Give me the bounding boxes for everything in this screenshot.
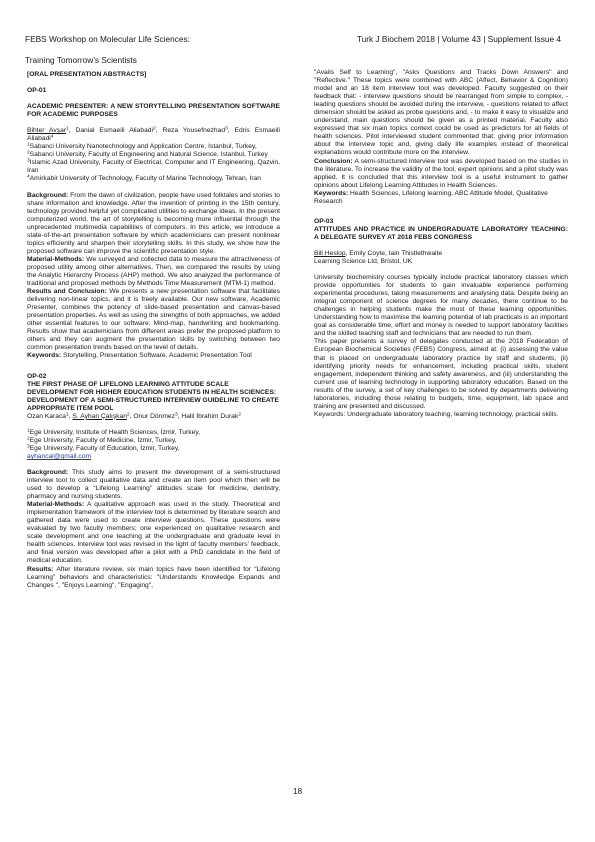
results-label: Results and Conclusion: [27,288,107,296]
results-text: After literature review, six main topics have been identified for “Lifelong Learning” behaviors and characteristics: "Understands Knowledge Expands and Changes ", "Enjoys Learning", "Engaging", [27,565,280,589]
op02-author-sup: 1 [66,412,69,418]
author-separator: , [177,412,182,420]
op02-affiliation [27,429,280,437]
author-separator: , [68,412,73,420]
op03-title: ATTITUDES AND PRACTICE IN UNDERGRADUATE LABORATORY TEACHING: A DELEGATE SURVEY AT 2018 FEBS CONGRESS [314,225,568,241]
op03-affiliation: Learning Science Ltd, Bristol, UK [314,257,413,265]
section-heading: [ORAL PRESENTATION ABSTRACTS] [27,71,147,78]
op02-email-line [27,453,280,461]
affiliation-text: Ege University, Institute of Health Sciences, İzmir, Turkey, [29,428,201,436]
op01-author: Bihter Avşar [27,127,67,135]
affiliation-sup: 1 [27,428,30,434]
op03-author-presenting: Bill Heslop [314,249,346,257]
op01-title: ACADEMIC PRESENTER: A NEW STORYTELLING PRESENTATION SOFTWARE FOR ACADEMIC PURPOSES [27,103,280,119]
affiliation-sup: 3 [27,158,30,164]
op02-author-sup: 2 [238,412,241,418]
author-separator: , [227,127,235,135]
affiliation-sup: 2 [27,150,30,156]
running-header-left: FEBS Workshop on Molecular Life Sciences: [25,34,190,44]
left-column [27,71,280,590]
op01-author: Edris Esmaeili Aliabadi [27,127,280,143]
op01-affiliation [27,175,280,183]
op01-methods [27,256,280,288]
affiliation-text: Islamic Azad University, Faculty of Electrical, Computer and IT Engineering, Qazvin, Iran [27,159,280,175]
page-number: 18 [292,786,303,796]
methods-text: We surveyed and collected data to measure the attractiveness of proposed utility among other alternatives. Then, we compared the results by using the Analytic Hierarchy Process (AHP) method. We also analyzed the performance of traditional and proposed methods by Methods Time Measurement (MTM-1) method. [27,255,280,288]
op02-authors [27,413,280,421]
op01-affiliation [27,159,280,175]
conclusion-text: A semi-structured interview tool was developed based on the studies in the literature. To increase the validity of the tool, expert opinions and a pilot study was applied. It is concluded that this interview tool is a useful instrument to gather opinions about Lifelong Learning Attitudes in Health Sciences. [314,157,568,189]
background-text: This study aims to present the development of a semi-structured interview tool to collect qualitative data and create an item pool which then will be used to develop a “Lifelong Learning” attitudes scale for medicine, dentistry, pharmacy and nursing students. [27,468,280,501]
op03-paragraph-2: This paper presents a survey of delegates conducted at the 2018 Federation of European Biochemical Societies (FEBS) Congress, aimed at: (i) assessing the value that is placed on undergraduate laboratory practice by staff and students, (ii) identifying priority needs for enhancement, including practical skills, student engagement, independent thinking and safety awareness, and (iii) understanding the current use of learning technology in supporting laboratory education. Based on the results of the survey, a set of key challenges to be solved by departments delivering laboratories, including those relating to budgets, time, equipment, lab space and training are presented and discussed. [314,338,568,410]
op01-background [27,192,280,256]
op02-email-link[interactable]: ayhancal@gmail.com [27,452,92,460]
op01-results [27,288,280,352]
background-text: From the dawn of civilization, people have used folktales and stories to share information and knowledge. After the invention of printing in the 15th century, technology provided helpful yet complicated utilities to exchange ideas. In the present computerized world, the art of storytelling is becoming more influential through the unprecedented multimedia capabilities of computers. In this article, we introduce a state-of-the-art presentation software by which academicians can present nonlinear topics efficiently and sharpen their storytelling skills. In this study, we show how the proposed software can improve the scientific presentation style. [27,191,280,255]
right-column [314,69,568,419]
op01-authors [27,127,280,143]
op02-author-sup: 2 [126,412,130,418]
op02-results-continued: "Avails Self to Learning", "Asks Questions and Tracks Down Answers" and "Reflective." These topics were combined with ABC (Affect, Behavior & Cognition) model and an 18 item interview tool was developed. Faculty suggested on their feedback that: - interview questions should be rearranged from simple to complex, - leading questions should be avoided during the interview, - questions related to affect dimension should be asked as probe questions and, - to make it easy to visualize and understand, main questions should be given as a printed material. Faculty also expressed that six main topics context could be used as predictors for all fields of health sciences. Pilot interviewed student commented that; giving prior information about the interview topic and, giving daily life examples instead of theoretical explanations would contribute more on the interview. [314,69,568,157]
affiliation-sup: 1 [27,142,30,148]
methods-label: Material-Methods: [27,501,85,509]
keywords-text: Storytelling, Presentation Software, Academic Presentation Tool [61,352,252,360]
keywords-label: Keywords: [314,189,349,197]
op01-author: Danial Esmaeili Aliabadi [75,127,154,135]
author-separator: , [129,412,134,420]
op02-affiliation [27,445,280,453]
op03-authors [314,250,568,258]
results-text: We presents a new presentation software that facilitates delivering non-linear topics, and it is freely available. Our new software, Academic Presenter, combines the potency of slide-based presentation and canvas-based presentation properties. As well as using the strengths of both approaches, we added other essential features to our software: Mind-map, handwriting and bookmarking. Results show that academicians from different areas prefer the proposed platform to others and they can augment the presentation skills by switching between two common presentation trends based on the level of details. [27,288,280,352]
op02-affiliation [27,437,280,445]
op03-id: OP-03 [314,217,334,225]
affiliation-sup: 2 [27,436,30,442]
op01-author: Reza Yousefnezhad [162,127,226,135]
methods-text: A qualitative approach was used in the study. Theoretical and implementation framework of the interview tool is determined by literature search and gathered data were used to create interview questions. These questions were evaluated by two faculty members; one experienced on qualitative research and scale development and one teaching at the undergraduate and graduate level in health sciences. Interview tool was revised in the light of faculty members’ feedback, and final version was developed after a pilot with a PhD candidate in the field of medical education. [27,501,280,565]
affiliation-sup: 3 [27,444,30,450]
affiliation-text: Ege University, Faculty of Education, İzmir, Turkey, [29,444,180,452]
op03-authors-rest: , Emily Coyte, Iain Thistlethwaite [345,249,443,257]
op02-keywords [314,190,568,206]
op02-conclusion [314,158,568,190]
op02-author: Onur Dönmez [133,412,175,420]
op02-title: THE FIRST PHASE OF LIFELONG LEARNING ATTITUDE SCALE DEVELOPMENT FOR HIGHER EDUCATION STUDENTS IN HEALTH SCIENCES: DEVELOPMENT OF A SEMI-STRUCTURED INTERVIEW GUIDELINE TO CREATE APPROPRIATE ITEM POOL [27,380,279,412]
keywords-text: Health Sciences, Lifelong learning, ABC Attitude Model, Qualitative Research [314,189,548,205]
op02-id: OP-02 [27,372,47,380]
op03-keywords: Keywords: Undergraduate laboratory teaching, learning technology, practical skills. [314,410,559,418]
op01-id: OP-01 [27,87,47,95]
running-header-right: Turk J Biochem 2018 | Volume 43 | Supplement Issue 4 [356,34,561,44]
running-header-subtitle: Training Tomorrow’s Scientists [25,55,137,65]
author-separator: , [68,127,76,135]
affiliation-text: Sabanci University, Faculty of Engineering and Natural Science, Istanbul, Turkey [29,151,268,159]
op02-results [27,566,280,590]
op01-author-sup: 3 [225,126,228,132]
affiliation-sup: 4 [27,174,30,180]
op01-author-sup: 4 [50,134,54,140]
op01-author-sup: 1 [66,126,69,132]
op02-methods [27,501,280,565]
op02-author: Halil İbrahim Durak [181,412,239,420]
op02-author-sup: 3 [174,412,178,418]
op02-background [27,469,280,501]
methods-label: Material-Methods: [27,255,85,263]
author-separator: , [155,127,163,135]
op01-keywords [27,352,280,360]
keywords-label: Keywords: [27,352,62,360]
op02-author: Ozan Karaca [27,412,67,420]
op02-author: S. Ayhan Çalışkan [72,412,127,420]
conclusion-label: Conclusion: [314,157,353,165]
affiliation-text: Amirkabir University of Technology, Faculty of Marine Technology, Tehran, Iran [29,175,261,183]
background-label: Background: [27,191,69,199]
affiliation-text: Sabanci University Nanotechnology and Application Centre, Istanbul, Turkey, [29,143,257,151]
affiliation-text: Ege University, Faculty of Medicine, İzmir, Turkey, [29,436,177,444]
op01-author-sup: 2 [153,126,156,132]
results-label: Results: [27,565,54,573]
background-label: Background: [27,468,69,476]
op03-paragraph-1: University biochemistry courses typically include practical laboratory classes which provide opportunities for students to gain invaluable experience performing experimental procedures, taking measurements and analysing data. Despite being an integral component of science degrees for many decades, there continue to be challenges in helping students make the most of these learning opportunities. Understanding how to maximise the learning potential of lab practicals is an important goal as considerable time, effort and money is needed to support laboratory facilities and the skilled teaching staff and technicians that are needed to run them. [314,274,568,338]
